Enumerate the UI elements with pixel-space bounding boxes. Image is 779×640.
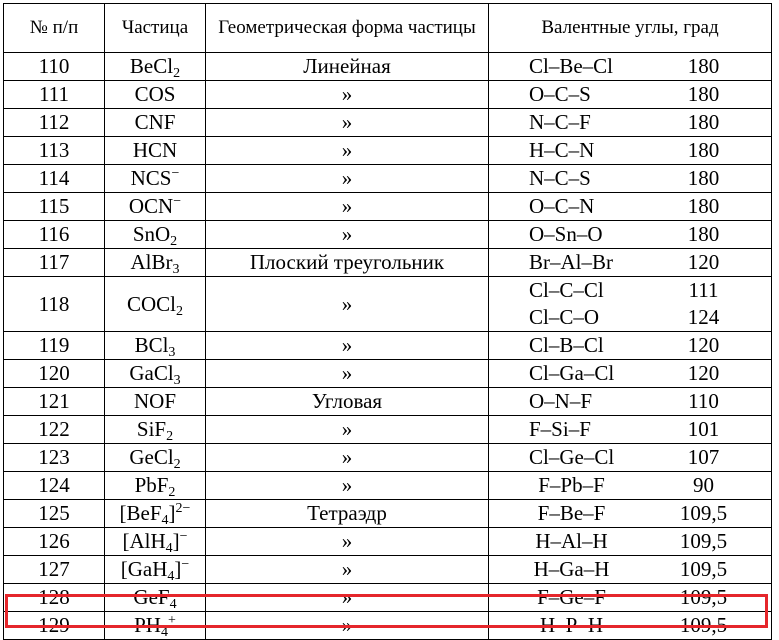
- geometric-shape: »: [206, 165, 489, 193]
- formula-base: GeF: [133, 585, 170, 609]
- table-row: [4, 500, 772, 528]
- formula-bracket: ]: [172, 529, 180, 553]
- bond-label: Cl–C–Cl: [529, 278, 604, 302]
- angle-value: 109,5: [679, 529, 728, 553]
- geometric-shape: »: [206, 556, 489, 584]
- bond-label: Cl–C–O: [529, 305, 600, 329]
- bond-label: Br–Al–Br: [529, 250, 613, 274]
- bond-angles-cell: [489, 528, 772, 556]
- formula-subscript: 2: [173, 457, 181, 472]
- formula-base: NCS: [130, 166, 172, 190]
- formula-base: AlBr: [130, 250, 173, 274]
- table-row: [4, 221, 772, 249]
- geometric-shape: »: [206, 584, 489, 612]
- formula-base: OCN: [128, 194, 174, 218]
- bond-angle-line: [489, 165, 771, 192]
- bond-angles-cell: [489, 249, 772, 277]
- molecular-geometry-table: [3, 3, 772, 640]
- particle-formula: [105, 388, 206, 416]
- bond-angle-line: [489, 472, 771, 499]
- bond-angle-line: [489, 500, 771, 527]
- bond-angle-line: [489, 388, 771, 415]
- bond-angle-line: [489, 584, 771, 611]
- formula-subscript: 3: [172, 262, 180, 277]
- angle-value: 180: [687, 110, 720, 134]
- row-number: 121: [4, 388, 105, 416]
- bond-angles-cell: [489, 360, 772, 388]
- formula-base: BCl: [134, 333, 169, 357]
- particle-formula: [105, 137, 206, 165]
- bond-label: Cl–Ge–Cl: [529, 445, 615, 469]
- formula-base: COCl: [126, 291, 176, 316]
- row-number: 128: [4, 584, 105, 612]
- table-row: [4, 53, 772, 81]
- geometric-shape: »: [206, 444, 489, 472]
- angle-value: 109,5: [679, 557, 728, 581]
- geometric-shape: Тетраэдр: [206, 500, 489, 528]
- header-shape: Геометрическая форма частицы: [206, 4, 489, 53]
- bond-angles-cell: [489, 416, 772, 444]
- table-row: [4, 332, 772, 360]
- formula-base: GeCl: [129, 445, 174, 469]
- table-row: [4, 137, 772, 165]
- bond-angle-line: [489, 612, 771, 639]
- particle-formula: [105, 193, 206, 221]
- geometric-shape: Линейная: [206, 53, 489, 81]
- bond-angle-line: [489, 360, 771, 387]
- geometric-shape: »: [206, 81, 489, 109]
- angle-value: 109,5: [679, 613, 728, 637]
- geometric-shape: »: [206, 528, 489, 556]
- bond-angle-line: [489, 332, 771, 359]
- table-row: [4, 444, 772, 472]
- bond-angle-line: [489, 221, 771, 248]
- bond-label: O–Sn–O: [529, 222, 603, 246]
- row-number: 120: [4, 360, 105, 388]
- geometric-shape: »: [206, 137, 489, 165]
- bond-label: O–N–F: [529, 389, 593, 413]
- formula-subscript: 4: [160, 625, 168, 640]
- formula-base: COS: [134, 82, 176, 106]
- bond-angle-line: [489, 528, 771, 555]
- bond-angles-cell: [489, 137, 772, 165]
- angle-value: 109,5: [679, 585, 728, 609]
- bond-angles-cell: [489, 612, 772, 640]
- bond-label: F–Pb–F: [538, 473, 605, 497]
- bond-angles-cell: [489, 221, 772, 249]
- particle-formula: [105, 556, 206, 584]
- bond-angles-cell: [489, 332, 772, 360]
- angle-value: 180: [687, 54, 720, 78]
- bond-angle-line: [489, 556, 771, 583]
- bond-label: H–Al–H: [535, 529, 608, 553]
- bond-label: Cl–B–Cl: [529, 333, 604, 357]
- formula-bracket: ]: [168, 501, 176, 525]
- bond-label: O–C–S: [529, 82, 591, 106]
- particle-formula: [105, 332, 206, 360]
- formula-subscript: 2: [166, 429, 174, 444]
- row-number: 117: [4, 249, 105, 277]
- row-number: 125: [4, 500, 105, 528]
- formula-base: GaCl: [129, 361, 174, 385]
- formula-subscript: 4: [165, 541, 173, 556]
- bond-angle-line: [489, 109, 771, 136]
- table-row: [4, 249, 772, 277]
- bond-angles-cell: [489, 165, 772, 193]
- table-row: [4, 277, 772, 332]
- formula-base: HCN: [132, 138, 178, 162]
- table-header-row: [4, 4, 772, 53]
- row-number: 129: [4, 612, 105, 640]
- particle-formula: [105, 584, 206, 612]
- bond-label: N–C–S: [529, 166, 591, 190]
- geometric-shape: »: [206, 221, 489, 249]
- formula-base: NOF: [133, 389, 176, 413]
- formula-base: [BeF: [119, 501, 162, 525]
- angle-value: 111: [688, 278, 719, 302]
- formula-charge: −: [181, 557, 190, 572]
- formula-subscript: 3: [168, 345, 176, 360]
- particle-formula: [105, 249, 206, 277]
- angle-value: 120: [687, 333, 720, 357]
- table-row: [4, 388, 772, 416]
- bond-label: H–Ga–H: [533, 557, 610, 581]
- row-number: 118: [4, 277, 105, 332]
- formula-base: PbF: [134, 473, 169, 497]
- geometric-shape: Плоский треугольник: [206, 249, 489, 277]
- bond-label: H–P–H: [539, 613, 603, 637]
- bond-angle-line: [489, 304, 771, 331]
- row-number: 115: [4, 193, 105, 221]
- geometric-shape: »: [206, 277, 489, 332]
- formula-subscript: 4: [169, 597, 177, 612]
- row-number: 114: [4, 165, 105, 193]
- row-number: 122: [4, 416, 105, 444]
- bond-angle-line: [489, 277, 771, 304]
- bond-angle-line: [489, 193, 771, 220]
- row-number: 119: [4, 332, 105, 360]
- row-number: 113: [4, 137, 105, 165]
- geometric-shape: »: [206, 612, 489, 640]
- formula-subscript: 4: [161, 513, 169, 528]
- angle-value: 180: [687, 82, 720, 106]
- bond-angles-cell: [489, 556, 772, 584]
- geometric-shape: »: [206, 109, 489, 137]
- formula-base: [GaH: [120, 557, 168, 581]
- angle-value: 120: [687, 361, 720, 385]
- table-row: [4, 612, 772, 640]
- geometric-shape: »: [206, 193, 489, 221]
- angle-value: 110: [688, 389, 719, 413]
- geometric-shape: »: [206, 360, 489, 388]
- table-body: [4, 53, 772, 640]
- bond-angles-cell: [489, 472, 772, 500]
- angle-value: 124: [687, 305, 720, 329]
- formula-charge: −: [179, 529, 188, 544]
- particle-formula: [105, 500, 206, 528]
- particle-formula: [105, 472, 206, 500]
- angle-value: 90: [693, 473, 714, 497]
- formula-base: SiF: [136, 417, 167, 441]
- row-number: 127: [4, 556, 105, 584]
- bond-angle-line: [489, 416, 771, 443]
- row-number: 116: [4, 221, 105, 249]
- row-number: 111: [4, 81, 105, 109]
- table-row: [4, 81, 772, 109]
- bond-angle-line: [489, 444, 771, 471]
- bond-angles-cell: [489, 109, 772, 137]
- angle-value: 180: [687, 166, 720, 190]
- table-row: [4, 472, 772, 500]
- bond-label: N–C–F: [529, 110, 591, 134]
- row-number: 112: [4, 109, 105, 137]
- particle-formula: [105, 277, 206, 332]
- formula-base: BeCl: [129, 54, 174, 78]
- bond-angles-cell: [489, 277, 772, 332]
- header-num: № п/п: [4, 4, 105, 53]
- table-row: [4, 193, 772, 221]
- formula-charge: 2−: [175, 501, 191, 516]
- table-row: [4, 416, 772, 444]
- bond-label: Cl–Ga–Cl: [529, 361, 615, 385]
- angle-value: 109,5: [679, 501, 728, 525]
- formula-subscript: 2: [176, 303, 183, 319]
- geometric-shape: Угловая: [206, 388, 489, 416]
- row-number: 123: [4, 444, 105, 472]
- row-number: 110: [4, 53, 105, 81]
- geometric-shape: »: [206, 416, 489, 444]
- particle-formula: [105, 444, 206, 472]
- angle-value: 120: [687, 250, 720, 274]
- particle-formula: [105, 221, 206, 249]
- angle-value: 180: [687, 138, 720, 162]
- bond-angles-cell: [489, 388, 772, 416]
- table-row: [4, 528, 772, 556]
- formula-subscript: 2: [170, 234, 178, 249]
- formula-charge: −: [171, 166, 180, 181]
- formula-charge: −: [173, 194, 182, 209]
- particle-formula: [105, 81, 206, 109]
- table-row: [4, 109, 772, 137]
- angle-value: 101: [687, 417, 720, 441]
- bond-angle-line: [489, 81, 771, 108]
- bond-angle-line: [489, 249, 771, 276]
- bond-angles-cell: [489, 500, 772, 528]
- angle-value: 180: [687, 194, 720, 218]
- bond-angles-cell: [489, 584, 772, 612]
- bond-angles-cell: [489, 444, 772, 472]
- table-row: [4, 584, 772, 612]
- bond-angles-cell: [489, 193, 772, 221]
- formula-base: CNF: [134, 110, 176, 134]
- formula-base: PH: [134, 613, 161, 637]
- row-number: 126: [4, 528, 105, 556]
- formula-subscript: 2: [173, 66, 181, 81]
- bond-label: F–Be–F: [537, 501, 606, 525]
- bond-label: O–C–N: [529, 194, 595, 218]
- particle-formula: [105, 53, 206, 81]
- formula-charge: +: [167, 613, 176, 628]
- table-row: [4, 165, 772, 193]
- formula-subscript: 3: [173, 373, 181, 388]
- formula-subscript: 2: [168, 485, 176, 500]
- geometric-shape: »: [206, 332, 489, 360]
- angle-value: 180: [687, 222, 720, 246]
- bond-angle-line: [489, 137, 771, 164]
- geometric-shape: »: [206, 472, 489, 500]
- bond-label: F–Ge–F: [537, 585, 606, 609]
- header-angles: Валентные углы, град: [489, 4, 772, 53]
- table-row: [4, 360, 772, 388]
- header-particle: Частица: [105, 4, 206, 53]
- bond-angle-line: [489, 53, 771, 80]
- bond-angles-cell: [489, 53, 772, 81]
- table-row: [4, 556, 772, 584]
- particle-formula: [105, 612, 206, 640]
- particle-formula: [105, 165, 206, 193]
- formula-base: [AlH: [122, 529, 166, 553]
- bond-angles-cell: [489, 81, 772, 109]
- formula-subscript: 4: [167, 569, 175, 584]
- row-number: 124: [4, 472, 105, 500]
- particle-formula: [105, 528, 206, 556]
- angle-value: 107: [687, 445, 720, 469]
- formula-bracket: ]: [174, 557, 182, 581]
- formula-base: SnO: [132, 222, 171, 246]
- bond-label: H–C–N: [529, 138, 595, 162]
- bond-label: F–Si–F: [529, 417, 591, 441]
- particle-formula: [105, 360, 206, 388]
- particle-formula: [105, 416, 206, 444]
- particle-formula: [105, 109, 206, 137]
- bond-label: Cl–Be–Cl: [529, 54, 614, 78]
